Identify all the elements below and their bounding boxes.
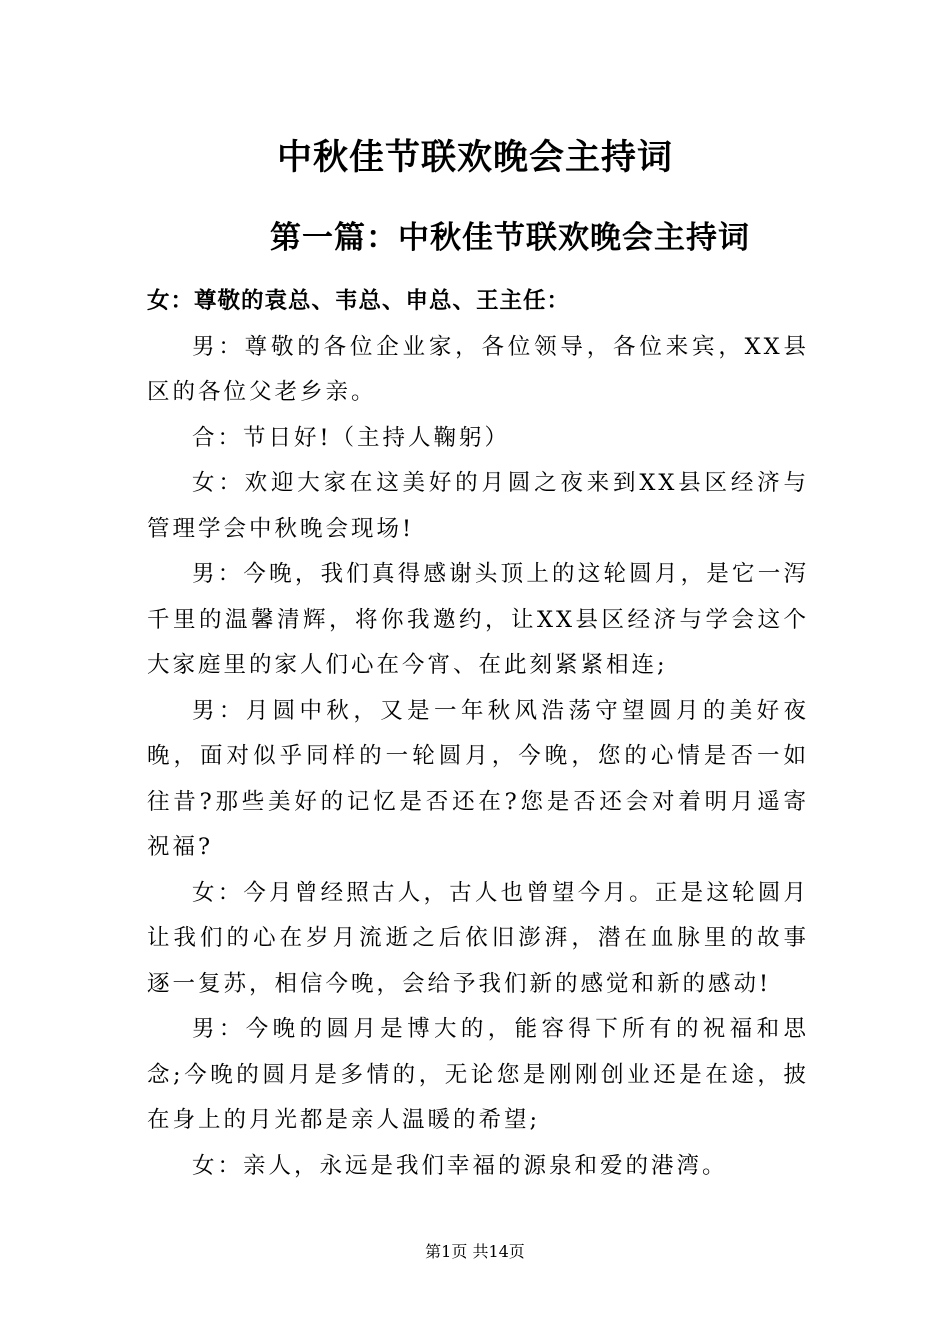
- document-body: [147, 279, 809, 1189]
- body-paragraph: 女：欢迎大家在这美好的月圆之夜来到XX县区经济与管理学会中秋晚会现场!: [147, 470, 809, 542]
- body-paragraph: 女：今月曾经照古人，古人也曾望今月。正是这轮圆月让我们的心在岁月流逝之后依旧澎湃，潜在血脉里的故事逐一复苏，相信今晚，会给予我们新的感觉和新的感动!: [147, 879, 809, 997]
- page-number-footer: 第1页 共14页: [425, 1242, 525, 1261]
- body-paragraph: 男：今晚的圆月是博大的，能容得下所有的祝福和思念;今晚的圆月是多情的，无论您是刚刚创业还是在途，披在身上的月光都是亲人温暖的希望;: [147, 1016, 809, 1133]
- body-paragraph: 男：尊敬的各位企业家，各位领导，各位来宾，XX县区的各位父老乡亲。: [147, 333, 809, 405]
- body-paragraph: 男：今晚，我们真得感谢头顶上的这轮圆月，是它一泻千里的温馨清辉，将你我邀约，让XX县区经济与学会这个大家庭里的家人们心在今宵、在此刻紧紧相连;: [147, 561, 809, 678]
- body-paragraph: 合：节日好!（主持人鞠躬）: [192, 424, 511, 451]
- salutation-paragraph: 女：尊敬的袁总、韦总、申总、王主任：: [147, 288, 571, 314]
- body-paragraph: 女：亲人，永远是我们幸福的源泉和爱的港湾。: [192, 1152, 728, 1179]
- document-title: 中秋佳节联欢晚会主持词: [276, 137, 673, 178]
- body-paragraph: 男：月圆中秋，又是一年秋风浩荡守望圆月的美好夜晚，面对似乎同样的一轮圆月，今晚，您的心情是否一如往昔?那些美好的记忆是否还在?您是否还会对着明月遥寄祝福?: [147, 697, 809, 860]
- section-title: 第一篇：中秋佳节联欢晚会主持词: [270, 220, 750, 256]
